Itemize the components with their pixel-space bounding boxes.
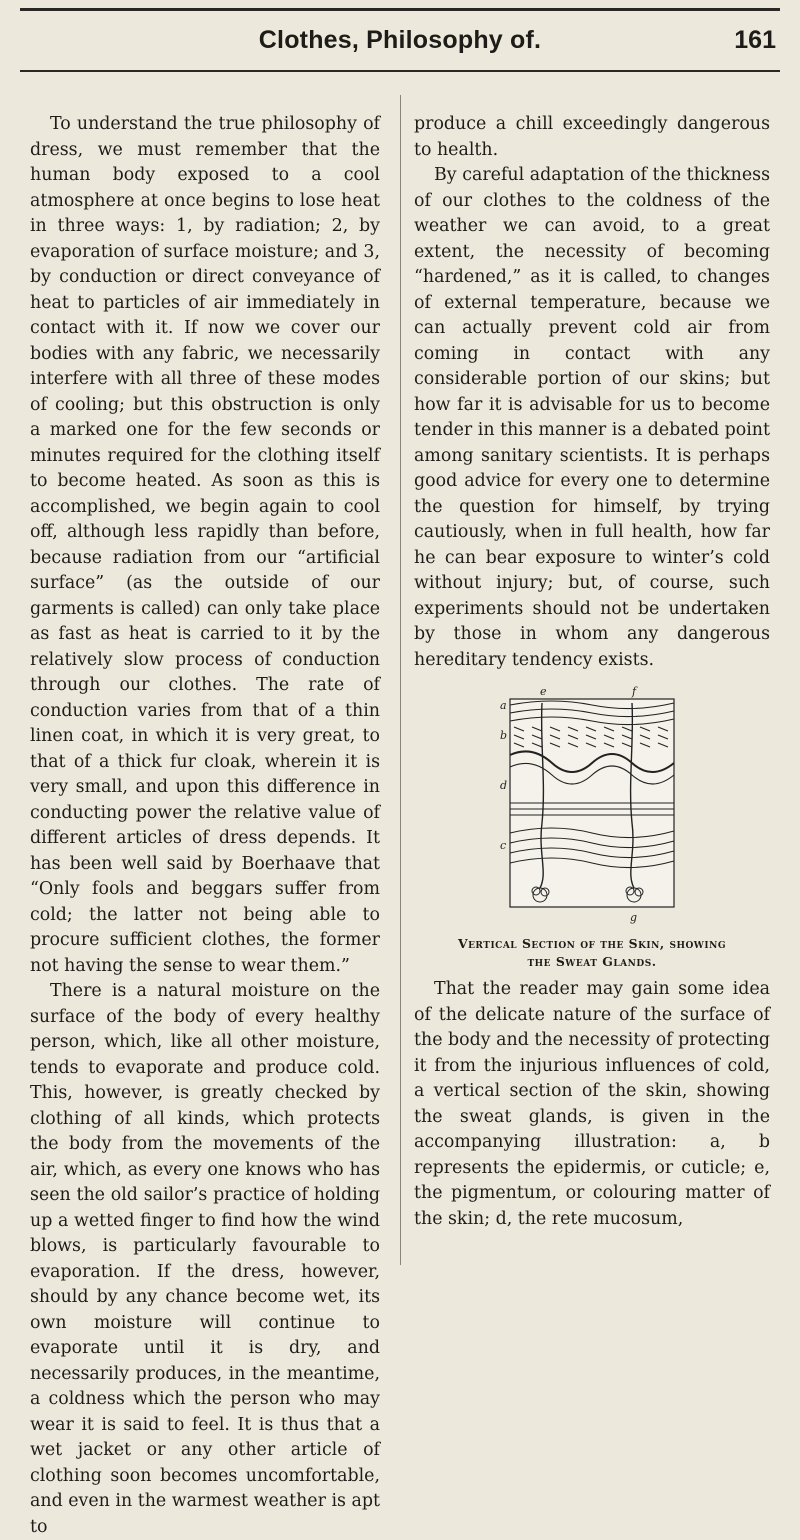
header-rule (20, 70, 780, 72)
figure-label: g (630, 911, 638, 924)
figure-label: b (500, 729, 508, 742)
paragraph: By careful adaptation of the thickness of our clothes to the coldness of the weather we can avoid, to a great extent, the necessity of becoming “hardened,” as it is called, to changes of external temperature, because we can actually prevent cold air from coming in contact with any considerable portion of our skins; but how far it is advisable for us to become tender in this manner is a debated point among sanitary scientists. It is perhaps good advice for every one to determine the question for himself, by trying cautiously, when in full health, how far he can bear exposure to winter’s cold without injury; but, of course, such experiments should not be undertaken by those in whom any dangerous hereditary tendency exists. (414, 165, 770, 670)
page-number: 161 (734, 26, 776, 54)
paragraph: produce a chill exceedingly dangerous to health. (414, 114, 770, 160)
column-divider (400, 95, 401, 1265)
skin-section-figure (414, 683, 770, 971)
figure-label: d (500, 779, 508, 792)
top-rule (20, 8, 780, 11)
figure-label: c (500, 839, 507, 852)
paragraph: There is a natural moisture on the surface of the body of every healthy person, which, like all other moisture, tends to evaporate and produce cold. This, however, is greatly checked by clothing of all kinds, which protects the body from the movements of the air, which, as every one knows who has seen the old sailor’s practice of holding up a wetted finger to find how the wind blows, is particularly favourable to evaporation. If the dress, however, should by any chance become wet, its own moisture will continue to evaporate until it is dry, and necessarily produces, in the meantime, a coldness which the person who may wear it is said to feel. It is thus that a wet jacket or any other article of clothing soon becomes uncomfortable, and even in the warmest weather is apt to (30, 981, 380, 1537)
caption-line: Vertical Section of the Skin, showing (457, 936, 727, 951)
paragraph: That the reader may gain some idea of the delicate nature of the surface of the body and the necessity of protecting it from the injurious influences of cold, a vertical section of the skin, showing the sweat glands, is given in the accompanying illustration: a, b represents the epidermis, or cuticle; e, the pigmentum, or colouring matter of the skin; d, the rete mucosum, (414, 979, 770, 1229)
figure-label: e (540, 685, 547, 698)
caption-line: the Sweat Glands. (527, 954, 657, 969)
skin-section-illustration (492, 683, 692, 933)
left-column (30, 112, 380, 1540)
paragraph: To understand the true philosophy of dress, we must remember that the human body exposed to a cool atmosphere at once begins to lose heat in three ways: 1, by radiation; 2, by evaporation of surface moisture; and 3, by conduction or direct conveyance of heat to particles of air immediately in contact with it. If now we cover our bodies with any fabric, we necessarily interfere with all three of these modes of cooling; but this obstruction is only a marked one for the few seconds or minutes required for the clothing itself to become heated. As soon as this is accomplished, we begin again to cool off, although less rapidly than before, because radiation from our “artificial surface” (as the outside of our garments is called) can only take place as fast as heat is carried to it by the relatively slow process of conduction through our clothes. The rate of conduction varies from that of a thin linen coat, in which it is very great, to that of a thick fur cloak, wherein it is very small, and upon this difference in conducting power the relative value of different articles of dress depends. It has been well said by Boerhaave that “Only fools and beggars suffer from cold; the latter not being able to procure sufficient clothes, the former not having the sense to wear them.” (30, 114, 380, 976)
right-column (414, 112, 770, 1232)
figure-label: f (632, 685, 637, 698)
running-head (20, 26, 780, 66)
figure-caption (414, 935, 770, 971)
page-title: Clothes, Philosophy of. (258, 26, 542, 54)
figure-label: a (500, 699, 507, 712)
